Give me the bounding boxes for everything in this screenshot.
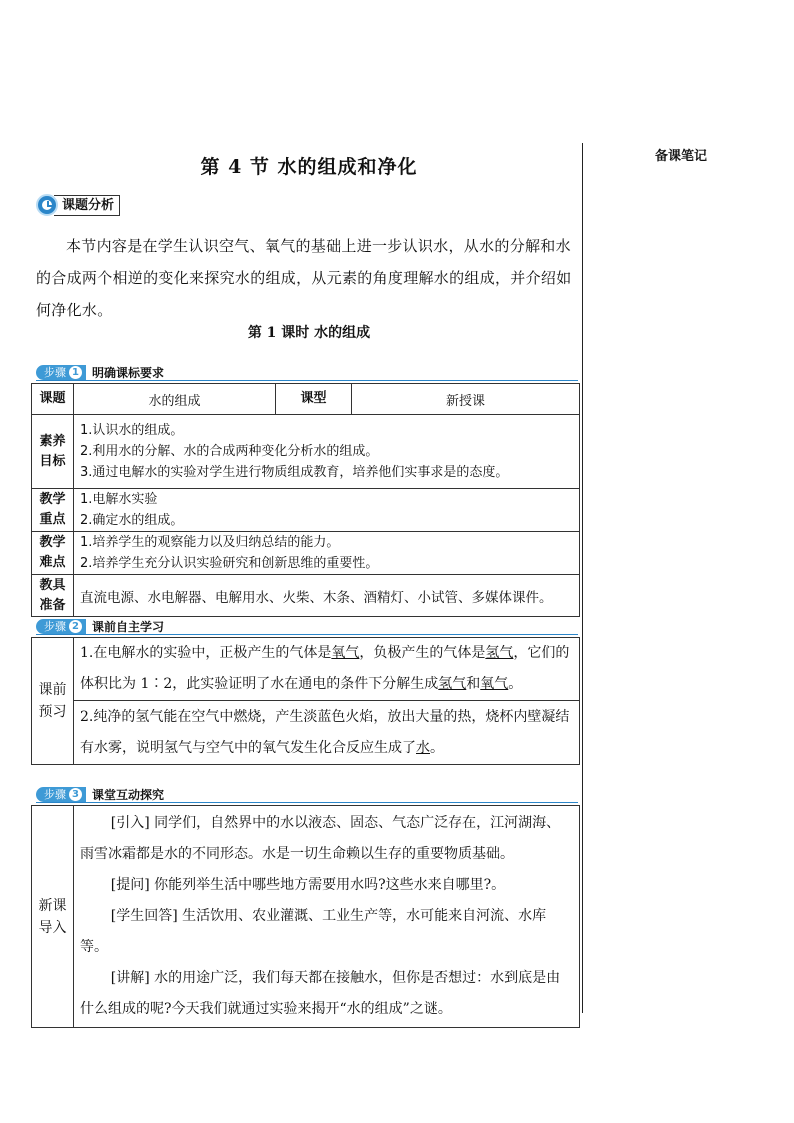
tools-value: 直流电源、水电解器、电解用水、火柴、木条、酒精灯、小试管、多媒体课件。 <box>74 575 580 617</box>
tools-label: 教具准备 <box>32 575 74 617</box>
lesson-title: 第 1 课时 水的组成 <box>247 325 371 341</box>
intro-content <box>74 806 580 1028</box>
step1-rule <box>36 380 578 381</box>
type-label: 课型 <box>276 384 352 415</box>
difficulty-items <box>74 532 580 575</box>
analysis-badge-label: 课题分析 <box>54 195 120 216</box>
answer-blank: 氢气 <box>438 676 467 692</box>
step2-tag: 步骤 2 <box>36 619 86 634</box>
step2-header <box>36 618 164 634</box>
step2-rule <box>36 634 578 635</box>
type-value: 新授课 <box>352 384 580 415</box>
step3-rule <box>36 802 578 803</box>
step3-tag: 步骤 3 <box>36 787 86 802</box>
notes-divider <box>582 143 583 1013</box>
literacy-item: 1.认识水的组成。 <box>80 423 184 438</box>
difficulty-item: 2.培养学生充分认识实验研究和创新思维的重要性。 <box>80 556 379 571</box>
preview-label: 课前预习 <box>32 638 74 765</box>
topic-value: 水的组成 <box>74 384 276 415</box>
step2-table <box>31 637 580 765</box>
intro-paragraph: 本节内容是在学生认识空气、氧气的基础上进一步认识水，从水的分解和水的合成两个相逆的变化来探究水的组成，从元素的角度理解水的组成，并介绍如何净化水。 <box>36 237 572 319</box>
intro-paragraph-item: [提问] 你能列举生活中哪些地方需要用水吗?这些水来自哪里?。 <box>110 877 506 893</box>
literacy-item: 2.利用水的分解、水的合成两种变化分析水的组成。 <box>80 444 379 459</box>
table-row <box>32 532 580 575</box>
table-row <box>32 384 580 415</box>
analysis-badge <box>36 195 120 215</box>
answer-blank: 氢气 <box>485 645 514 661</box>
focus-items <box>74 489 580 532</box>
step1-tag: 步骤 1 <box>36 365 86 380</box>
literacy-label: 素养目标 <box>32 415 74 489</box>
step1-table <box>31 383 580 617</box>
focus-item: 2.确定水的组成。 <box>80 513 184 528</box>
difficulty-item: 1.培养学生的观察能力以及归纳总结的能力。 <box>80 535 340 550</box>
notes-label: 备课笔记 <box>655 149 708 164</box>
intro-paragraph-item: [引入] 同学们，自然界中的水以液态、固态、气态广泛存在，江河湖海、雨雪冰霜都是水的不同形态。水是一切生命赖以生存的重要物质基础。 <box>80 815 561 862</box>
focus-item: 1.电解水实验 <box>80 492 158 507</box>
step3-number: 3 <box>69 788 82 801</box>
literacy-item: 3.通过电解水的实验对学生进行物质组成教育，培养他们实事求是的态度。 <box>80 465 509 480</box>
step1-number: 1 <box>69 366 82 379</box>
intro-paragraph-item: [讲解] 水的用途广泛，我们每天都在接触水，但你是否想过：水到底是由什么组成的呢?今天我们就通过实验来揭开“水的组成”之谜。 <box>80 970 561 1017</box>
table-row <box>32 638 580 701</box>
table-row <box>32 575 580 617</box>
intro-paragraph-item: [学生回答] 生活饮用、农业灌溉、工业生产等，水可能来自河流、水库等。 <box>80 908 547 955</box>
topic-label: 课题 <box>32 384 74 415</box>
table-row <box>32 806 580 1028</box>
step3-title: 课堂互动探究 <box>92 787 165 802</box>
preview-question-2: 2.纯净的氢气能在空气中燃烧，产生淡蓝色火焰，放出大量的热，烧杯内壁凝结有水雾，说明氢气与空气中的氧气发生化合反应生成了水。 <box>74 701 580 765</box>
difficulty-label: 教学难点 <box>32 532 74 575</box>
literacy-goals <box>74 415 580 489</box>
step1-header <box>36 364 164 380</box>
answer-blank: 水 <box>416 739 430 756</box>
step1-title: 明确课标要求 <box>92 365 165 380</box>
table-row <box>32 701 580 765</box>
focus-label: 教学重点 <box>32 489 74 532</box>
clock-icon <box>36 194 58 216</box>
step3-header <box>36 786 164 802</box>
answer-blank: 氧气 <box>331 645 360 661</box>
step3-table <box>31 805 580 1028</box>
answer-blank: 氧气 <box>480 676 509 692</box>
table-row <box>32 489 580 532</box>
intro-label: 新课导入 <box>32 806 74 1028</box>
step2-number: 2 <box>69 620 82 633</box>
table-row <box>32 415 580 489</box>
page-title: 第 4 节 水的组成和净化 <box>200 156 418 178</box>
step2-title: 课前自主学习 <box>92 619 165 634</box>
preview-question-1: 1.在电解水的实验中，正极产生的气体是氧气，负极产生的气体是氢气，它们的体积比为 1∶2，此实验证明了水在通电的条件下分解生成氢气和氧气。 <box>74 638 580 701</box>
